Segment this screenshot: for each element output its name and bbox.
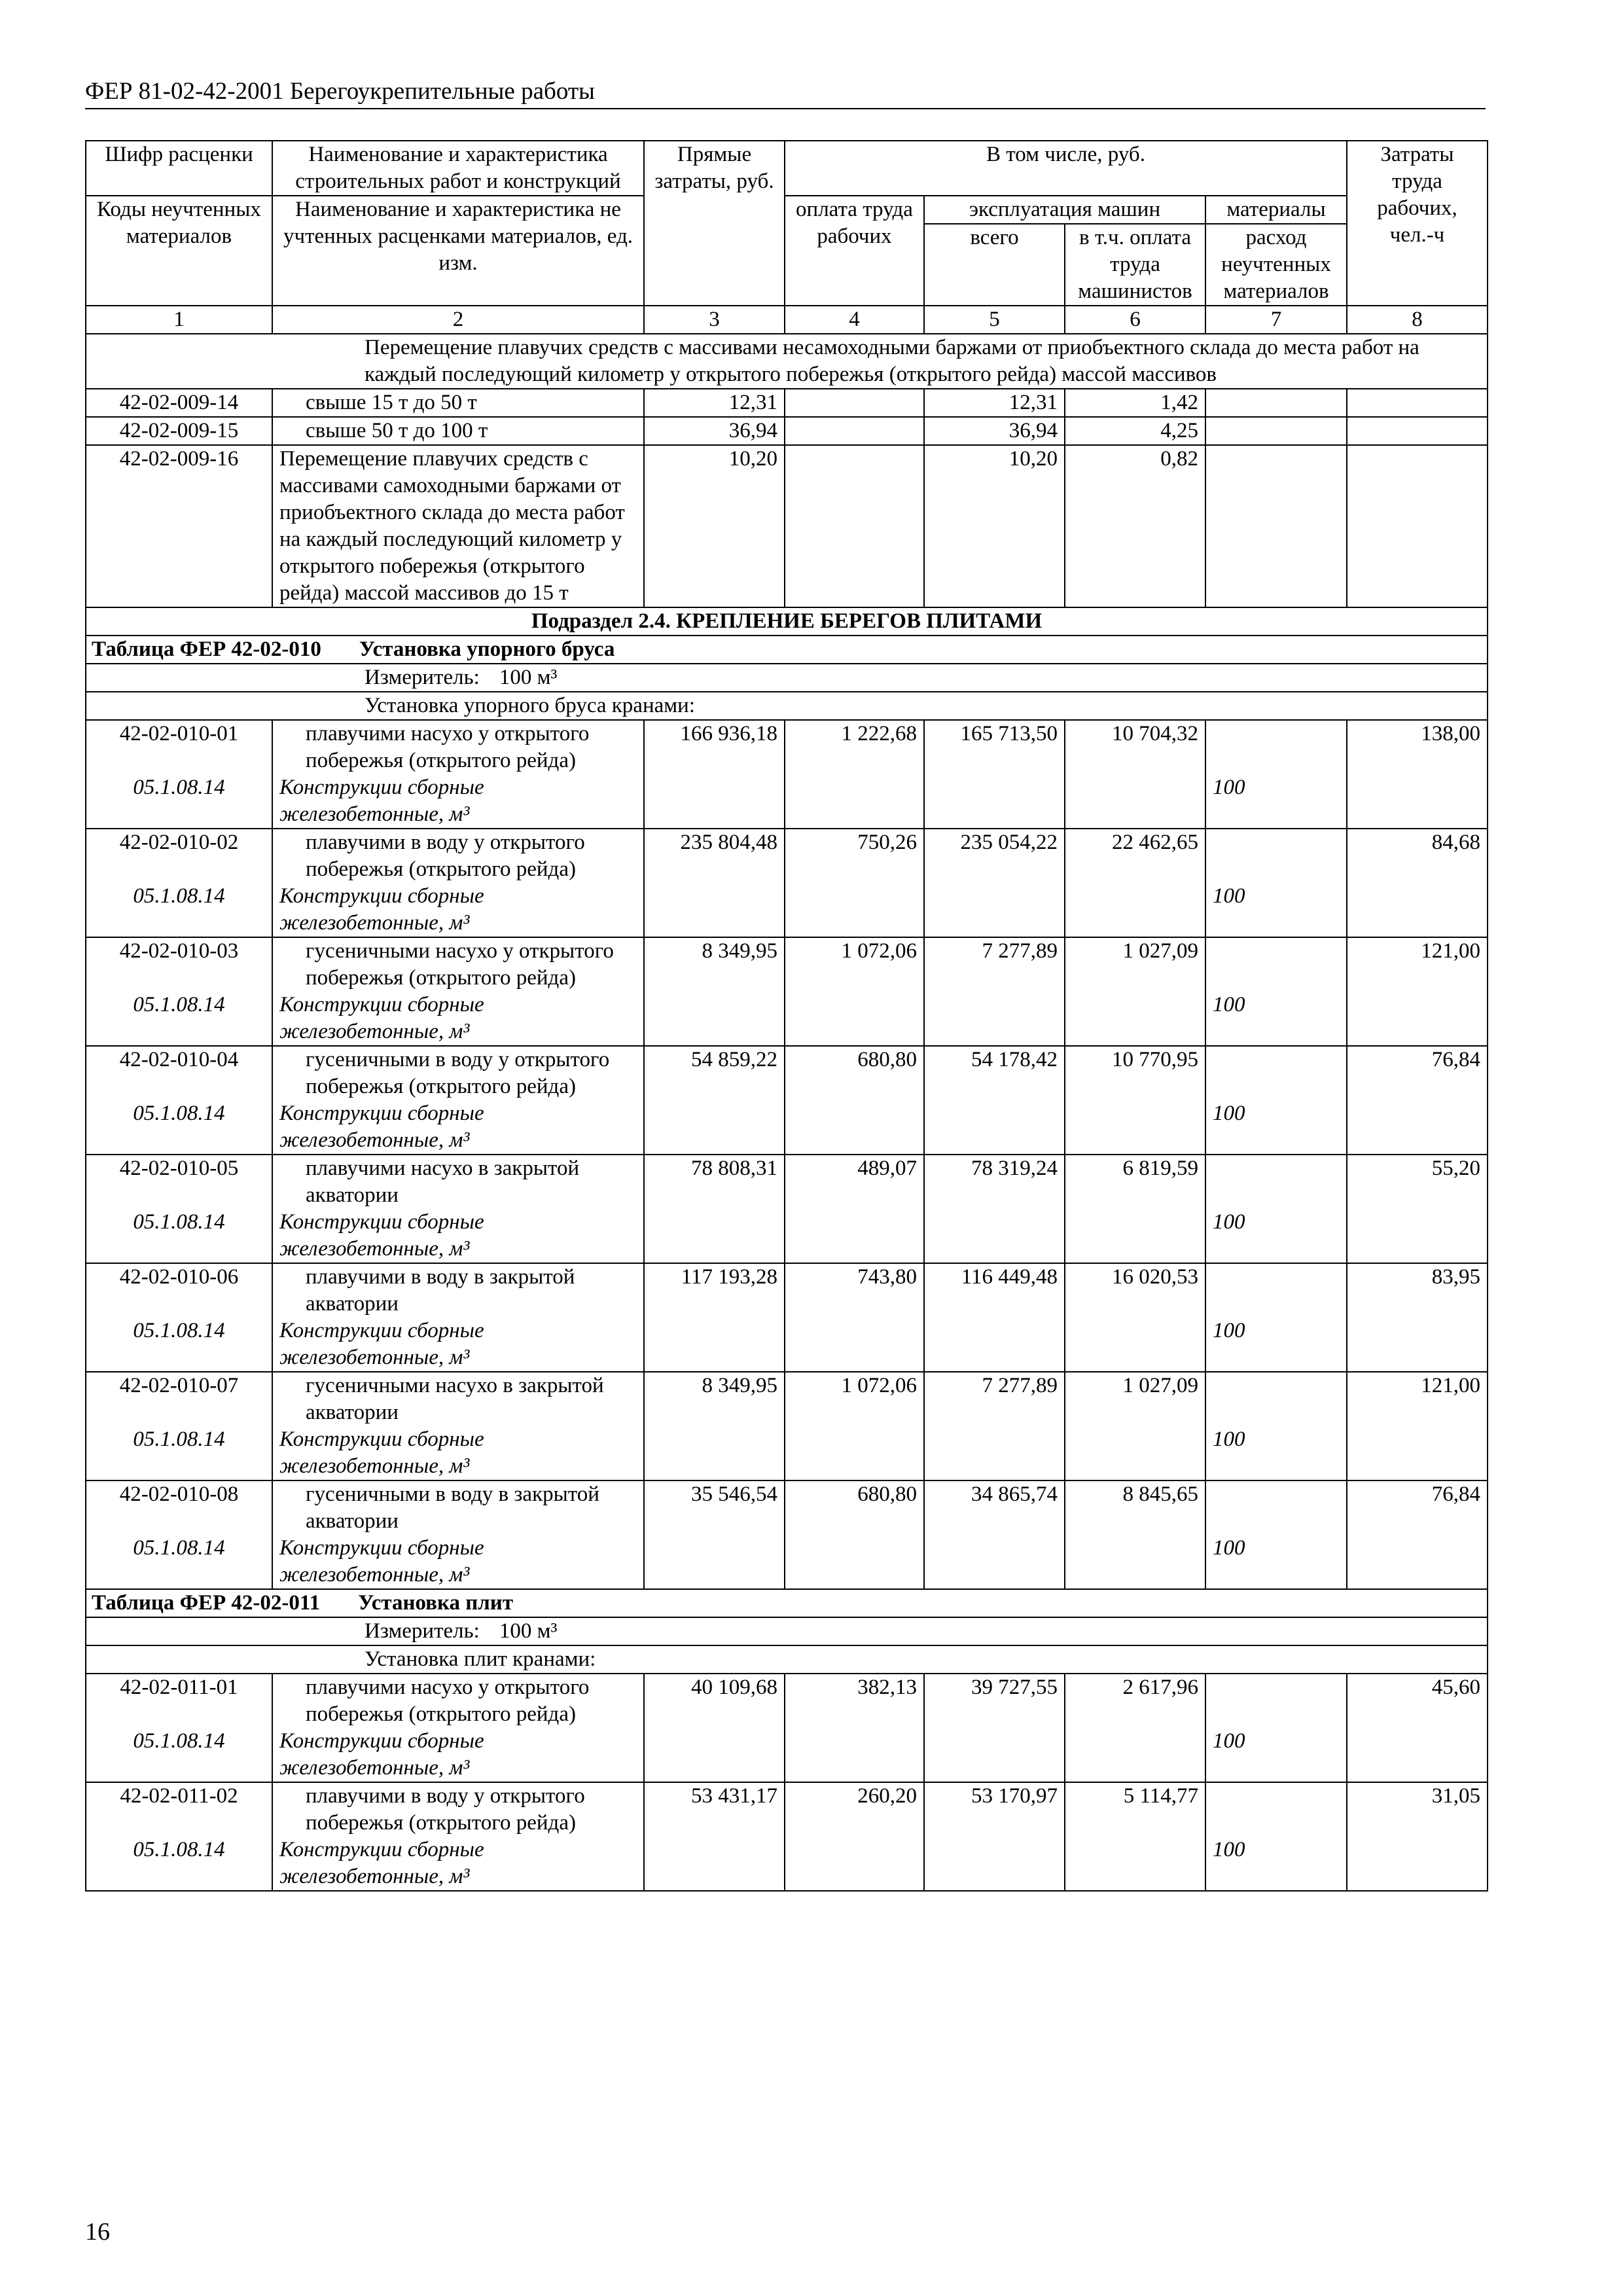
materials <box>1205 389 1347 417</box>
direct-cost: 10,20 <box>644 445 785 607</box>
materials <box>1205 417 1347 445</box>
rate-name: плавучими в воду у открытого побережья (открытого рейда) <box>272 829 644 883</box>
direct-cost: 40 109,68 <box>644 1674 785 1728</box>
empty-cell <box>644 1728 785 1782</box>
direct-cost: 36,94 <box>644 417 785 445</box>
empty-cell <box>924 1535 1065 1589</box>
material-name: Конструкции сборные железобетонные, м³ <box>272 1318 644 1372</box>
header-mach-total: всего <box>924 224 1065 306</box>
material-row <box>86 1837 1488 1891</box>
labor: 121,00 <box>1347 937 1488 992</box>
machines-total: 34 865,74 <box>924 1480 1065 1535</box>
machines-wages: 16 020,53 <box>1065 1263 1205 1318</box>
direct-cost: 78 808,31 <box>644 1155 785 1209</box>
table-011-title <box>86 1589 1488 1617</box>
empty-cell <box>1347 1209 1488 1263</box>
machines-wages: 8 845,65 <box>1065 1480 1205 1535</box>
material-row <box>86 774 1488 829</box>
material-name: Конструкции сборные железобетонные, м³ <box>272 1535 644 1589</box>
materials <box>1205 1674 1347 1728</box>
direct-cost: 54 859,22 <box>644 1046 785 1100</box>
table-caption: Установка плит кранами: <box>86 1645 1488 1674</box>
rate-name: плавучими в воду в закрытой акватории <box>272 1263 644 1318</box>
table-row <box>86 829 1488 883</box>
direct-cost: 166 936,18 <box>644 720 785 774</box>
empty-cell <box>785 1426 924 1480</box>
header-name: Наименование и характеристика строительных работ и конструкций <box>272 141 644 196</box>
rate-name: гусеничными насухо в закрытой акватории <box>272 1372 644 1426</box>
material-qty: 100 <box>1205 883 1347 937</box>
col-number: 1 <box>86 306 272 334</box>
machines-wages: 1,42 <box>1065 389 1205 417</box>
col-number: 4 <box>785 306 924 334</box>
material-name: Конструкции сборные железобетонные, м³ <box>272 1100 644 1155</box>
rate-name: плавучими в воду у открытого побережья (открытого рейда) <box>272 1782 644 1837</box>
rate-code: 42-02-011-01 <box>86 1674 272 1728</box>
labor <box>1347 445 1488 607</box>
materials <box>1205 445 1347 607</box>
empty-cell <box>644 1426 785 1480</box>
header-mach-wages: в т.ч. оплата труда машинистов <box>1065 224 1205 306</box>
labor: 84,68 <box>1347 829 1488 883</box>
empty-cell <box>1065 1535 1205 1589</box>
material-qty: 100 <box>1205 1100 1347 1155</box>
rate-name: плавучими насухо у открытого побережья (открытого рейда) <box>272 720 644 774</box>
material-qty: 100 <box>1205 774 1347 829</box>
empty-cell <box>924 774 1065 829</box>
empty-cell <box>785 1728 924 1782</box>
materials <box>1205 1782 1347 1837</box>
header-materials: материалы <box>1205 196 1347 224</box>
wages: 260,20 <box>785 1782 924 1837</box>
empty-cell <box>924 1426 1065 1480</box>
empty-cell <box>1347 992 1488 1046</box>
header-code-mat: Коды неучтенных материалов <box>86 196 272 306</box>
machines-total: 36,94 <box>924 417 1065 445</box>
measure-label: Измеритель: <box>365 666 480 689</box>
empty-cell <box>924 883 1065 937</box>
machines-wages: 0,82 <box>1065 445 1205 607</box>
measure-value: 100 м³ <box>499 666 558 689</box>
empty-cell <box>1347 1100 1488 1155</box>
machines-total: 165 713,50 <box>924 720 1065 774</box>
header-wages: оплата труда рабочих <box>785 196 924 306</box>
header-direct: Прямые затраты, руб. <box>644 141 785 306</box>
empty-cell <box>1347 1728 1488 1782</box>
table-label: Таблица ФЕР 42-02-011 <box>92 1591 321 1615</box>
material-code: 05.1.08.14 <box>86 1318 272 1372</box>
machines-wages: 10 704,32 <box>1065 720 1205 774</box>
machines-total: 12,31 <box>924 389 1065 417</box>
materials <box>1205 1372 1347 1426</box>
empty-cell <box>785 883 924 937</box>
empty-cell <box>924 1100 1065 1155</box>
materials <box>1205 720 1347 774</box>
material-name: Конструкции сборные железобетонные, м³ <box>272 883 644 937</box>
wages: 1 222,68 <box>785 720 924 774</box>
empty-cell <box>1065 1100 1205 1155</box>
rate-name: гусеничными насухо у открытого побережья (открытого рейда) <box>272 937 644 992</box>
rate-name: гусеничными в воду в закрытой акватории <box>272 1480 644 1535</box>
material-row <box>86 1318 1488 1372</box>
machines-wages: 5 114,77 <box>1065 1782 1205 1837</box>
subsection-row <box>86 607 1488 636</box>
material-name: Конструкции сборные железобетонные, м³ <box>272 992 644 1046</box>
empty-cell <box>1347 1318 1488 1372</box>
wages: 743,80 <box>785 1263 924 1318</box>
material-name: Конструкции сборные железобетонные, м³ <box>272 1209 644 1263</box>
machines-wages: 2 617,96 <box>1065 1674 1205 1728</box>
rate-code: 42-02-009-15 <box>86 417 272 445</box>
material-row <box>86 992 1488 1046</box>
machines-total: 7 277,89 <box>924 1372 1065 1426</box>
column-number-row <box>86 306 1488 334</box>
machines-total: 10,20 <box>924 445 1065 607</box>
table-row <box>86 1674 1488 1728</box>
wages <box>785 389 924 417</box>
empty-cell <box>924 992 1065 1046</box>
empty-cell <box>644 1535 785 1589</box>
material-code: 05.1.08.14 <box>86 883 272 937</box>
direct-cost: 53 431,17 <box>644 1782 785 1837</box>
table-011-measure-row <box>86 1617 1488 1645</box>
material-code: 05.1.08.14 <box>86 1426 272 1480</box>
machines-wages: 22 462,65 <box>1065 829 1205 883</box>
direct-cost: 117 193,28 <box>644 1263 785 1318</box>
machines-total: 78 319,24 <box>924 1155 1065 1209</box>
header-incl: В том числе, руб. <box>785 141 1347 196</box>
header-labor: Затраты труда рабочих, чел.-ч <box>1347 141 1488 306</box>
material-row <box>86 883 1488 937</box>
rate-code: 42-02-010-03 <box>86 937 272 992</box>
intro-text: Перемещение плавучих средств с массивами несамоходными баржами от приобъектного склада до места работ на каждый последующий километр у открытого побережья (открытого рейда) массой массивов <box>86 334 1488 389</box>
table-row <box>86 1480 1488 1535</box>
table-010-caption-row <box>86 692 1488 720</box>
empty-cell <box>924 1209 1065 1263</box>
materials <box>1205 1046 1347 1100</box>
machines-total: 39 727,55 <box>924 1674 1065 1728</box>
empty-cell <box>644 1209 785 1263</box>
col-number: 2 <box>272 306 644 334</box>
rate-name: свыше 15 т до 50 т <box>272 389 644 417</box>
wages: 680,80 <box>785 1480 924 1535</box>
wages: 680,80 <box>785 1046 924 1100</box>
table-label: Таблица ФЕР 42-02-010 <box>92 637 321 661</box>
material-qty: 100 <box>1205 1426 1347 1480</box>
machines-wages: 4,25 <box>1065 417 1205 445</box>
table-row <box>86 1155 1488 1209</box>
subsection-title: Подраздел 2.4. КРЕПЛЕНИЕ БЕРЕГОВ ПЛИТАМИ <box>86 607 1488 636</box>
machines-wages: 1 027,09 <box>1065 1372 1205 1426</box>
machines-wages: 1 027,09 <box>1065 937 1205 992</box>
labor: 76,84 <box>1347 1480 1488 1535</box>
materials <box>1205 1155 1347 1209</box>
rate-name: свыше 50 т до 100 т <box>272 417 644 445</box>
empty-cell <box>644 883 785 937</box>
empty-cell <box>1065 1209 1205 1263</box>
measure-value: 100 м³ <box>499 1619 558 1643</box>
material-code: 05.1.08.14 <box>86 992 272 1046</box>
direct-cost: 8 349,95 <box>644 937 785 992</box>
empty-cell <box>644 1318 785 1372</box>
material-row <box>86 1100 1488 1155</box>
table-row <box>86 445 1488 607</box>
labor: 45,60 <box>1347 1674 1488 1728</box>
empty-cell <box>1347 1535 1488 1589</box>
material-row <box>86 1535 1488 1589</box>
measure-unit <box>86 664 1488 692</box>
material-name: Конструкции сборные железобетонные, м³ <box>272 1837 644 1891</box>
wages: 489,07 <box>785 1155 924 1209</box>
empty-cell <box>785 992 924 1046</box>
wages <box>785 417 924 445</box>
rate-code: 42-02-011-02 <box>86 1782 272 1837</box>
machines-total: 116 449,48 <box>924 1263 1065 1318</box>
table-row <box>86 720 1488 774</box>
empty-cell <box>1065 774 1205 829</box>
empty-cell <box>644 1837 785 1891</box>
material-row <box>86 1209 1488 1263</box>
empty-cell <box>644 1100 785 1155</box>
material-qty: 100 <box>1205 1318 1347 1372</box>
header-mat-use: расход неучтенных материалов <box>1205 224 1347 306</box>
rate-code: 42-02-010-05 <box>86 1155 272 1209</box>
empty-cell <box>785 774 924 829</box>
labor: 76,84 <box>1347 1046 1488 1100</box>
rate-code: 42-02-010-02 <box>86 829 272 883</box>
rates-table <box>85 140 1488 1892</box>
empty-cell <box>1347 1426 1488 1480</box>
machines-total: 7 277,89 <box>924 937 1065 992</box>
materials <box>1205 1480 1347 1535</box>
rate-code: 42-02-010-07 <box>86 1372 272 1426</box>
empty-cell <box>644 774 785 829</box>
table-010-measure-row <box>86 664 1488 692</box>
table-row <box>86 1046 1488 1100</box>
empty-cell <box>924 1318 1065 1372</box>
materials <box>1205 829 1347 883</box>
header-row-1 <box>86 141 1488 196</box>
machines-wages: 10 770,95 <box>1065 1046 1205 1100</box>
rate-code: 42-02-009-16 <box>86 445 272 607</box>
material-code: 05.1.08.14 <box>86 1209 272 1263</box>
empty-cell <box>1065 1318 1205 1372</box>
empty-cell <box>1347 1837 1488 1891</box>
material-qty: 100 <box>1205 1209 1347 1263</box>
intro-row <box>86 334 1488 389</box>
materials <box>1205 937 1347 992</box>
materials <box>1205 1263 1347 1318</box>
labor: 121,00 <box>1347 1372 1488 1426</box>
rate-name: гусеничными в воду у открытого побережья (открытого рейда) <box>272 1046 644 1100</box>
table-name: Установка упорного бруса <box>359 637 615 661</box>
empty-cell <box>785 1535 924 1589</box>
table-row <box>86 1263 1488 1318</box>
page-number: 16 <box>85 2218 110 2246</box>
material-row <box>86 1728 1488 1782</box>
direct-cost: 35 546,54 <box>644 1480 785 1535</box>
col-number: 7 <box>1205 306 1347 334</box>
material-name: Конструкции сборные железобетонные, м³ <box>272 1728 644 1782</box>
material-code: 05.1.08.14 <box>86 774 272 829</box>
wages: 1 072,06 <box>785 937 924 992</box>
material-code: 05.1.08.14 <box>86 1100 272 1155</box>
header-code: Шифр расценки <box>86 141 272 196</box>
labor: 55,20 <box>1347 1155 1488 1209</box>
empty-cell <box>1347 774 1488 829</box>
material-name: Конструкции сборные железобетонные, м³ <box>272 1426 644 1480</box>
direct-cost: 235 804,48 <box>644 829 785 883</box>
empty-cell <box>924 1728 1065 1782</box>
rate-name: плавучими насухо в закрытой акватории <box>272 1155 644 1209</box>
wages <box>785 445 924 607</box>
running-header: ФЕР 81-02-42-2001 Берегоукрепительные работы <box>85 77 1486 109</box>
table-row <box>86 417 1488 445</box>
table-010-title <box>86 636 1488 664</box>
table-row <box>86 937 1488 992</box>
col-number: 6 <box>1065 306 1205 334</box>
material-code: 05.1.08.14 <box>86 1535 272 1589</box>
header-name-mat: Наименование и характеристика не учтенных расценками материалов, ед. изм. <box>272 196 644 306</box>
material-qty: 100 <box>1205 1728 1347 1782</box>
empty-cell <box>785 1837 924 1891</box>
table-row <box>86 1782 1488 1837</box>
table-011-title-row <box>86 1589 1488 1617</box>
table-row <box>86 1372 1488 1426</box>
wages: 1 072,06 <box>785 1372 924 1426</box>
measure-label: Измеритель: <box>365 1619 480 1643</box>
table-010-title-row <box>86 636 1488 664</box>
labor <box>1347 417 1488 445</box>
wages: 750,26 <box>785 829 924 883</box>
material-qty: 100 <box>1205 1535 1347 1589</box>
table-name: Установка плит <box>358 1591 514 1615</box>
col-number: 5 <box>924 306 1065 334</box>
header-row-2 <box>86 196 1488 224</box>
rate-name: плавучими насухо у открытого побережья (открытого рейда) <box>272 1674 644 1728</box>
material-code: 05.1.08.14 <box>86 1728 272 1782</box>
empty-cell <box>924 1837 1065 1891</box>
labor: 31,05 <box>1347 1782 1488 1837</box>
machines-total: 54 178,42 <box>924 1046 1065 1100</box>
table-caption: Установка упорного бруса кранами: <box>86 692 1488 720</box>
empty-cell <box>1065 1728 1205 1782</box>
rate-code: 42-02-009-14 <box>86 389 272 417</box>
empty-cell <box>1065 992 1205 1046</box>
header-machines: эксплуатация машин <box>924 196 1205 224</box>
table-row <box>86 389 1488 417</box>
material-code: 05.1.08.14 <box>86 1837 272 1891</box>
material-row <box>86 1426 1488 1480</box>
empty-cell <box>644 992 785 1046</box>
empty-cell <box>1065 1837 1205 1891</box>
material-name: Конструкции сборные железобетонные, м³ <box>272 774 644 829</box>
machines-wages: 6 819,59 <box>1065 1155 1205 1209</box>
labor: 83,95 <box>1347 1263 1488 1318</box>
wages: 382,13 <box>785 1674 924 1728</box>
empty-cell <box>1065 883 1205 937</box>
labor <box>1347 389 1488 417</box>
labor: 138,00 <box>1347 720 1488 774</box>
direct-cost: 8 349,95 <box>644 1372 785 1426</box>
table-011-caption-row <box>86 1645 1488 1674</box>
machines-total: 53 170,97 <box>924 1782 1065 1837</box>
measure-unit <box>86 1617 1488 1645</box>
rate-code: 42-02-010-04 <box>86 1046 272 1100</box>
direct-cost: 12,31 <box>644 389 785 417</box>
machines-total: 235 054,22 <box>924 829 1065 883</box>
rate-code: 42-02-010-08 <box>86 1480 272 1535</box>
material-qty: 100 <box>1205 1837 1347 1891</box>
empty-cell <box>1065 1426 1205 1480</box>
rate-name: Перемещение плавучих средств с массивами самоходными баржами от приобъектного склада до места работ на каждый последующий километр у открытого побережья (открытого рейда) массой массивов до 15 т <box>272 445 644 607</box>
empty-cell <box>785 1318 924 1372</box>
col-number: 8 <box>1347 306 1488 334</box>
rate-code: 42-02-010-01 <box>86 720 272 774</box>
empty-cell <box>785 1209 924 1263</box>
empty-cell <box>785 1100 924 1155</box>
material-qty: 100 <box>1205 992 1347 1046</box>
rate-code: 42-02-010-06 <box>86 1263 272 1318</box>
empty-cell <box>1347 883 1488 937</box>
col-number: 3 <box>644 306 785 334</box>
